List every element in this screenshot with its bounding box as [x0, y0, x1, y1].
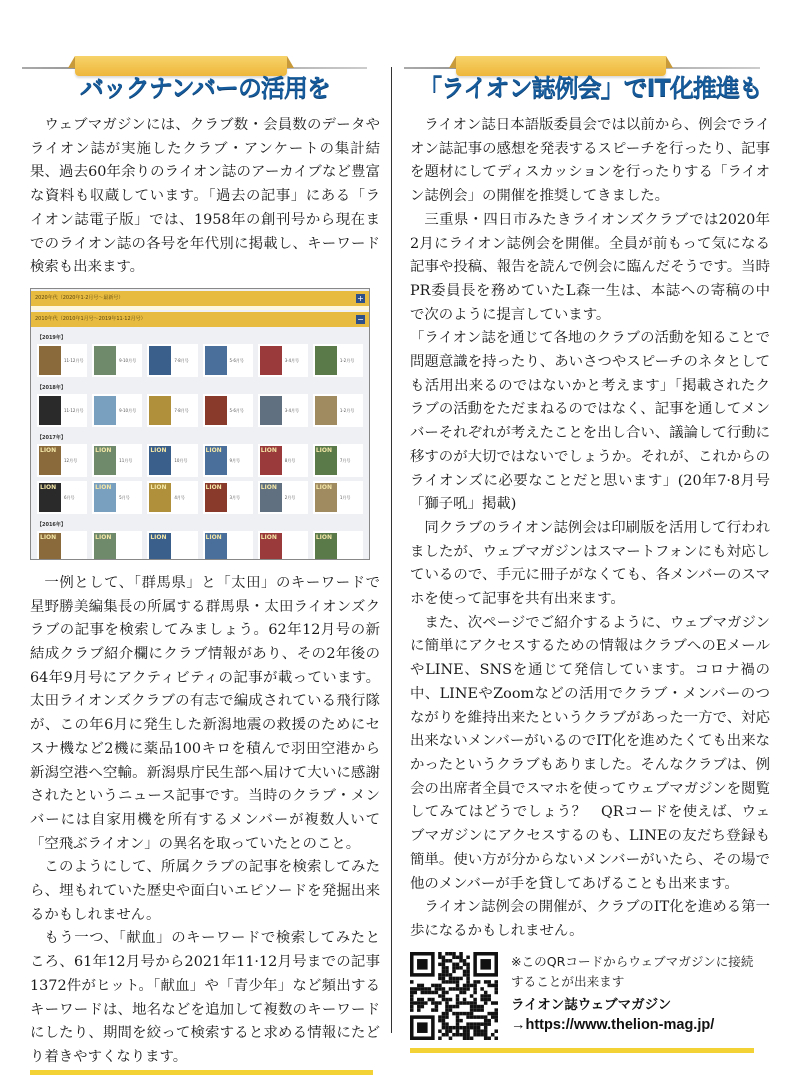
issue-label: 3·4月号	[284, 407, 300, 413]
left-body-top	[30, 114, 380, 280]
issue-card[interactable]	[203, 444, 253, 477]
issue-card[interactable]	[203, 531, 253, 560]
paragraph: 三重県・四日市みたきライオンズクラブでは2020年2月にライオン誌例会を開催。全員が前もって気になる記事や投稿、報告を読んで例会に臨んだそうです。当時PR委員長を務めていたL森一生は、本誌への寄稿の中で次のように提言しています。	[410, 211, 770, 323]
issue-row	[31, 531, 369, 560]
paragraph: ライオン誌例会の開催が、クラブのIT化を進める第一歩になるかもしれません。	[410, 899, 770, 939]
paragraph: もう一つ、「献血」のキーワードで検索してみたところ、61年12月号から2021年11·12月号までの記事1372件がヒット。「献血」や「青少年」など頻出するキーワードは、地名などを追加して複数のキーワードにしたり、期間を絞って検索すると求める情報にたどり着きやすくなります。	[30, 930, 380, 1065]
web-magazine-link[interactable]: →https://www.thelion-mag.jp/	[511, 1016, 715, 1033]
issue-card[interactable]	[313, 394, 363, 427]
issue-row	[31, 481, 369, 514]
cover-thumbnail[interactable]: LION	[315, 483, 337, 512]
cover-thumbnail[interactable]: LION	[94, 446, 116, 475]
issue-card[interactable]	[92, 481, 142, 514]
issue-label: 1·2月号	[339, 407, 355, 413]
decade-bar-2020s[interactable]	[31, 291, 369, 306]
column-divider	[391, 67, 392, 1033]
issue-card[interactable]	[92, 344, 142, 377]
year-label: 【2019年】	[37, 334, 66, 341]
issue-card[interactable]	[313, 344, 363, 377]
cover-thumbnail[interactable]: LION	[205, 533, 227, 560]
issue-card[interactable]	[147, 531, 197, 560]
footer-bar-right	[410, 1048, 754, 1053]
year-label: 【2016年】	[37, 521, 66, 528]
minus-icon[interactable]: −	[357, 314, 364, 324]
cover-thumbnail[interactable]: LION	[94, 483, 116, 512]
archive-screenshot	[30, 288, 370, 560]
issue-card[interactable]	[147, 394, 197, 427]
decade-label: 2010年代（2010年1月号～2019年11·12月号）	[35, 315, 146, 322]
cover-thumbnail[interactable]	[260, 396, 282, 425]
cover-thumbnail[interactable]	[39, 346, 61, 375]
issue-card[interactable]	[258, 481, 308, 514]
left-column	[30, 0, 380, 1075]
cover-thumbnail[interactable]	[94, 396, 116, 425]
issue-card[interactable]	[203, 394, 253, 427]
issue-label: 7·8月号	[174, 357, 189, 363]
cover-thumbnail[interactable]: LION	[260, 483, 282, 512]
issue-label: 9·10月号	[119, 407, 137, 413]
issue-card[interactable]	[92, 394, 142, 427]
issue-label: 12月号	[64, 457, 78, 463]
cover-thumbnail[interactable]	[205, 396, 227, 425]
spacer	[31, 306, 369, 310]
cover-thumbnail[interactable]: LION	[39, 533, 61, 560]
paragraph: 「ライオン誌を通じて各地のクラブの活動を知ることで問題意識を持ったり、あいさつやスピーチのネタとしても活用出来るのではないかと考えます」「掲載されたクラブの活動をただまねるのではなく、記事を通してメンバーそれぞれが考えたことを出し合い、議論して行動に移すのが大切ではないでしょうか。それが、これからのライオンズに必要なことだと思います」(20年7·8月号「獅子吼」掲載)	[410, 330, 770, 513]
issue-card[interactable]	[147, 481, 197, 514]
issue-label: 7·8月号	[174, 407, 189, 413]
cover-thumbnail[interactable]	[149, 396, 171, 425]
cover-thumbnail[interactable]: LION	[315, 446, 337, 475]
plus-icon[interactable]: +	[357, 293, 364, 303]
issue-card[interactable]	[147, 344, 197, 377]
cover-thumbnail[interactable]	[94, 346, 116, 375]
issue-card[interactable]	[313, 531, 363, 560]
issue-card[interactable]	[147, 444, 197, 477]
issue-card[interactable]	[37, 344, 87, 377]
issue-card[interactable]	[258, 394, 308, 427]
issue-card[interactable]	[37, 531, 87, 560]
issue-label: 10月号	[174, 457, 188, 463]
cover-thumbnail[interactable]: LION	[149, 483, 171, 512]
issue-card[interactable]	[258, 444, 308, 477]
qr-note: ※このQRコードからウェブマガジンに接続することが出来ます	[511, 953, 754, 989]
right-column	[410, 0, 770, 1053]
year-list	[31, 335, 369, 560]
issue-row	[31, 344, 369, 377]
issue-label: 9·10月号	[119, 357, 137, 363]
paragraph: このようにして、所属クラブの記事を検索してみたら、埋もれていた歴史や面白いエピソードを発掘出来るかもしれません。	[30, 859, 380, 923]
cover-thumbnail[interactable]	[149, 346, 171, 375]
year-label: 【2017年】	[37, 434, 66, 441]
issue-row	[31, 444, 369, 477]
qr-block	[410, 952, 770, 1040]
decade-bar-2010s[interactable]	[31, 312, 369, 327]
section-heading-backnumber: バックナンバーの活用を	[79, 74, 331, 102]
section-heading-lion-meeting: 「ライオン誌例会」でIT化推進も	[418, 74, 762, 102]
issue-card[interactable]	[92, 531, 142, 560]
cover-thumbnail[interactable]: LION	[94, 533, 116, 560]
issue-card[interactable]	[92, 444, 142, 477]
qr-text	[511, 952, 761, 1035]
issue-label: 3月号	[229, 494, 241, 500]
issue-label: 2月号	[284, 494, 296, 500]
issue-label: 1月号	[339, 494, 351, 500]
cover-thumbnail[interactable]: LION	[205, 446, 227, 475]
footer-bar-left	[30, 1070, 373, 1075]
issue-card[interactable]	[203, 344, 253, 377]
issue-label: 11·12月号	[64, 357, 84, 363]
issue-row	[31, 394, 369, 427]
issue-label: 8月号	[284, 457, 296, 463]
paragraph: また、次ページでご紹介するように、ウェブマガジンに簡単にアクセスするための情報はクラブへのEメールやLINE、SNSを通じて発信しています。コロナ禍の中、LINEやZoomなどの活用でクラブ・メンバーのつながりを維持出来たというクラブがあった一方で、対応出来ないメンバーがいるのでIT化を進めたくても出来なかったというクラブもありました。そんなクラブは、例会の出席者全員でスマホを使ってウェブマガジンを閲覧してみてはどうでしょう？ QRコードを使えば、ウェブマガジンにアクセスするのも、LINEの友だち登録も簡単。使い方が分からないメンバーがいたら、その場で他のメンバーが手を貸してあげることも出来ます。	[410, 614, 770, 892]
issue-card[interactable]	[37, 444, 87, 477]
issue-label: 5月号	[119, 494, 130, 500]
issue-label: 11月号	[119, 457, 133, 463]
issue-card[interactable]	[313, 444, 363, 477]
issue-label: 1·2月号	[339, 357, 355, 363]
issue-card[interactable]	[258, 531, 308, 560]
issue-label: 4月号	[174, 494, 185, 500]
decade-label: 2020年代（2020年1·2月号～最新号）	[35, 294, 124, 301]
cover-thumbnail[interactable]: LION	[260, 533, 282, 560]
issue-card[interactable]	[258, 344, 308, 377]
qr-code-icon[interactable]	[410, 952, 498, 1040]
cover-thumbnail[interactable]: LION	[315, 533, 337, 560]
issue-label: 6月号	[64, 494, 75, 500]
issue-label: 3·4月号	[284, 357, 300, 363]
year-label: 【2018年】	[37, 384, 66, 391]
left-body-bottom	[30, 572, 380, 1070]
qr-title: ライオン誌ウェブマガジン	[511, 996, 672, 1013]
cover-thumbnail[interactable]	[39, 396, 61, 425]
issue-label: 11·12月号	[64, 407, 84, 413]
issue-label: 9月号	[229, 457, 241, 463]
paragraph: 一例として、「群馬県」と「太田」のキーワードで星野勝美編集長の所属する群馬県・太田ライオンズクラブの記事を検索してみましょう。62年12月号の新結成クラブ紹介欄にクラブ情報があり、その2年後の64年9月号にアクティビティの記事が載っています。太田ライオンズクラブの有志で編成されている飛行隊が、この年6月に発生した新潟地震の救援のためにセスナ機など2機に薬品100キロを積んで羽田空港から新潟空港へ空輸。新潟県庁民生部へ届けて大いに感謝されたというニュース記事です。当時のクラブ・メンバーには自家用機を所有するメンバーが複数人いて「空飛ぶライオン」の異名を取っていたとのこと。	[30, 574, 380, 852]
issue-card[interactable]	[203, 481, 253, 514]
issue-label: 5·6月号	[229, 407, 244, 413]
paragraph: 同クラブのライオン誌例会は印刷版を活用して行われましたが、ウェブマガジンはスマートフォンにも対応しているので、手元に冊子がなくても、各メンバーのスマホを使って記事を共有出来ます。	[410, 519, 770, 608]
cover-thumbnail[interactable]	[260, 346, 282, 375]
cover-thumbnail[interactable]: LION	[39, 446, 61, 475]
paragraph: ウェブマガジンには、クラブ数・会員数のデータやライオン誌が実施したクラブ・アンケートの集計結果、過去60年余りのライオン誌のアーカイブなど豊富な資料も収蔵しています。「過去の記事」にある「ライオン誌電子版」では、1958年の創刊号から現在までのライオン誌の各号を年代別に掲載し、キーワード検索も出来ます。	[30, 117, 380, 276]
cover-thumbnail[interactable]	[315, 396, 337, 425]
cover-thumbnail[interactable]: LION	[260, 446, 282, 475]
issue-label: 7月号	[339, 457, 351, 463]
cover-thumbnail[interactable]: LION	[39, 483, 61, 512]
issue-card[interactable]	[37, 481, 87, 514]
issue-label: 5·6月号	[229, 357, 244, 363]
cover-thumbnail[interactable]: LION	[205, 483, 227, 512]
issue-card[interactable]	[37, 394, 87, 427]
paragraph: ライオン誌日本語版委員会では以前から、例会でライオン誌記事の感想を発表するスピーチを行ったり、記事を題材にしてディスカッションを行ったりする「ライオン誌例会」の開催を推奨してきました。	[410, 117, 770, 205]
cover-thumbnail[interactable]	[205, 346, 227, 375]
right-body	[410, 114, 770, 944]
cover-thumbnail[interactable]: LION	[149, 446, 171, 475]
issue-card[interactable]	[313, 481, 363, 514]
cover-thumbnail[interactable]: LION	[149, 533, 171, 560]
cover-thumbnail[interactable]	[315, 346, 337, 375]
